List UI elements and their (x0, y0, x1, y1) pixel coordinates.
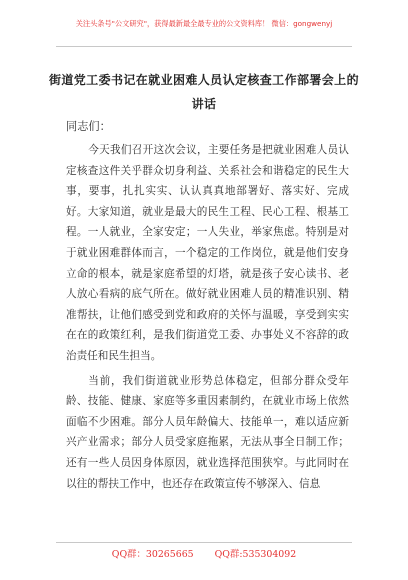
qq-group-1: QQ群：30265665 (111, 549, 194, 560)
paragraph: 当前，我们街道就业形势总体稳定，但部分群众受年龄、技能、健康、家庭等多重因素制约，在就业市场上依然面临不少困难。部分人员年龄偏大、技能单一，难以适应新兴产业需求；部分人员受家庭拖累，无法从事全日制工作；还有一些人员因身体原因，就业选择范围狭窄。与此同时在以往的帮扶工作中，也还存在政策宣传不够深入、信息 (66, 374, 349, 490)
document-title: 街道党工委书记在就业困难人员认定核查工作部署会上的讲话 (48, 73, 359, 111)
header-divider (56, 46, 352, 47)
footer (0, 548, 408, 562)
qq-group-2: QQ群:535304092 (214, 549, 297, 560)
promo-banner: 关注头条号"公文研究"，获得最新最全最专业的公文资料库！ 微信：gongwenyj (75, 19, 333, 28)
paragraph: 今天我们召开这次会议，主要任务是把就业困难人员认定核查这件关乎群众切身利益、关系社会和谐稳定的民生大事，要事，扎扎实实、认认真真地部署好、落实好、完成好。大家知道，就业是最大的民生工程、民心工程、根基工程。一人就业，全家安定；一人失业，举家焦虑。特别是对于就业困难群体而言，一个稳定的工作岗位，就是他们安身立命的根本，就是家庭希望的灯塔，就是孩子安心读书、老人放心看病的底气所在。做好就业困难人员的精准识别、精准帮扶，让他们感受到党和政府的关怀与温暖，享受到实实在在的政策红利，是我们街道党工委、办事处义不容辞的政治责任和民生担当。 (66, 144, 349, 362)
salutation: 同志们： (66, 120, 111, 133)
document-body (66, 140, 349, 494)
footer-divider (56, 542, 352, 543)
